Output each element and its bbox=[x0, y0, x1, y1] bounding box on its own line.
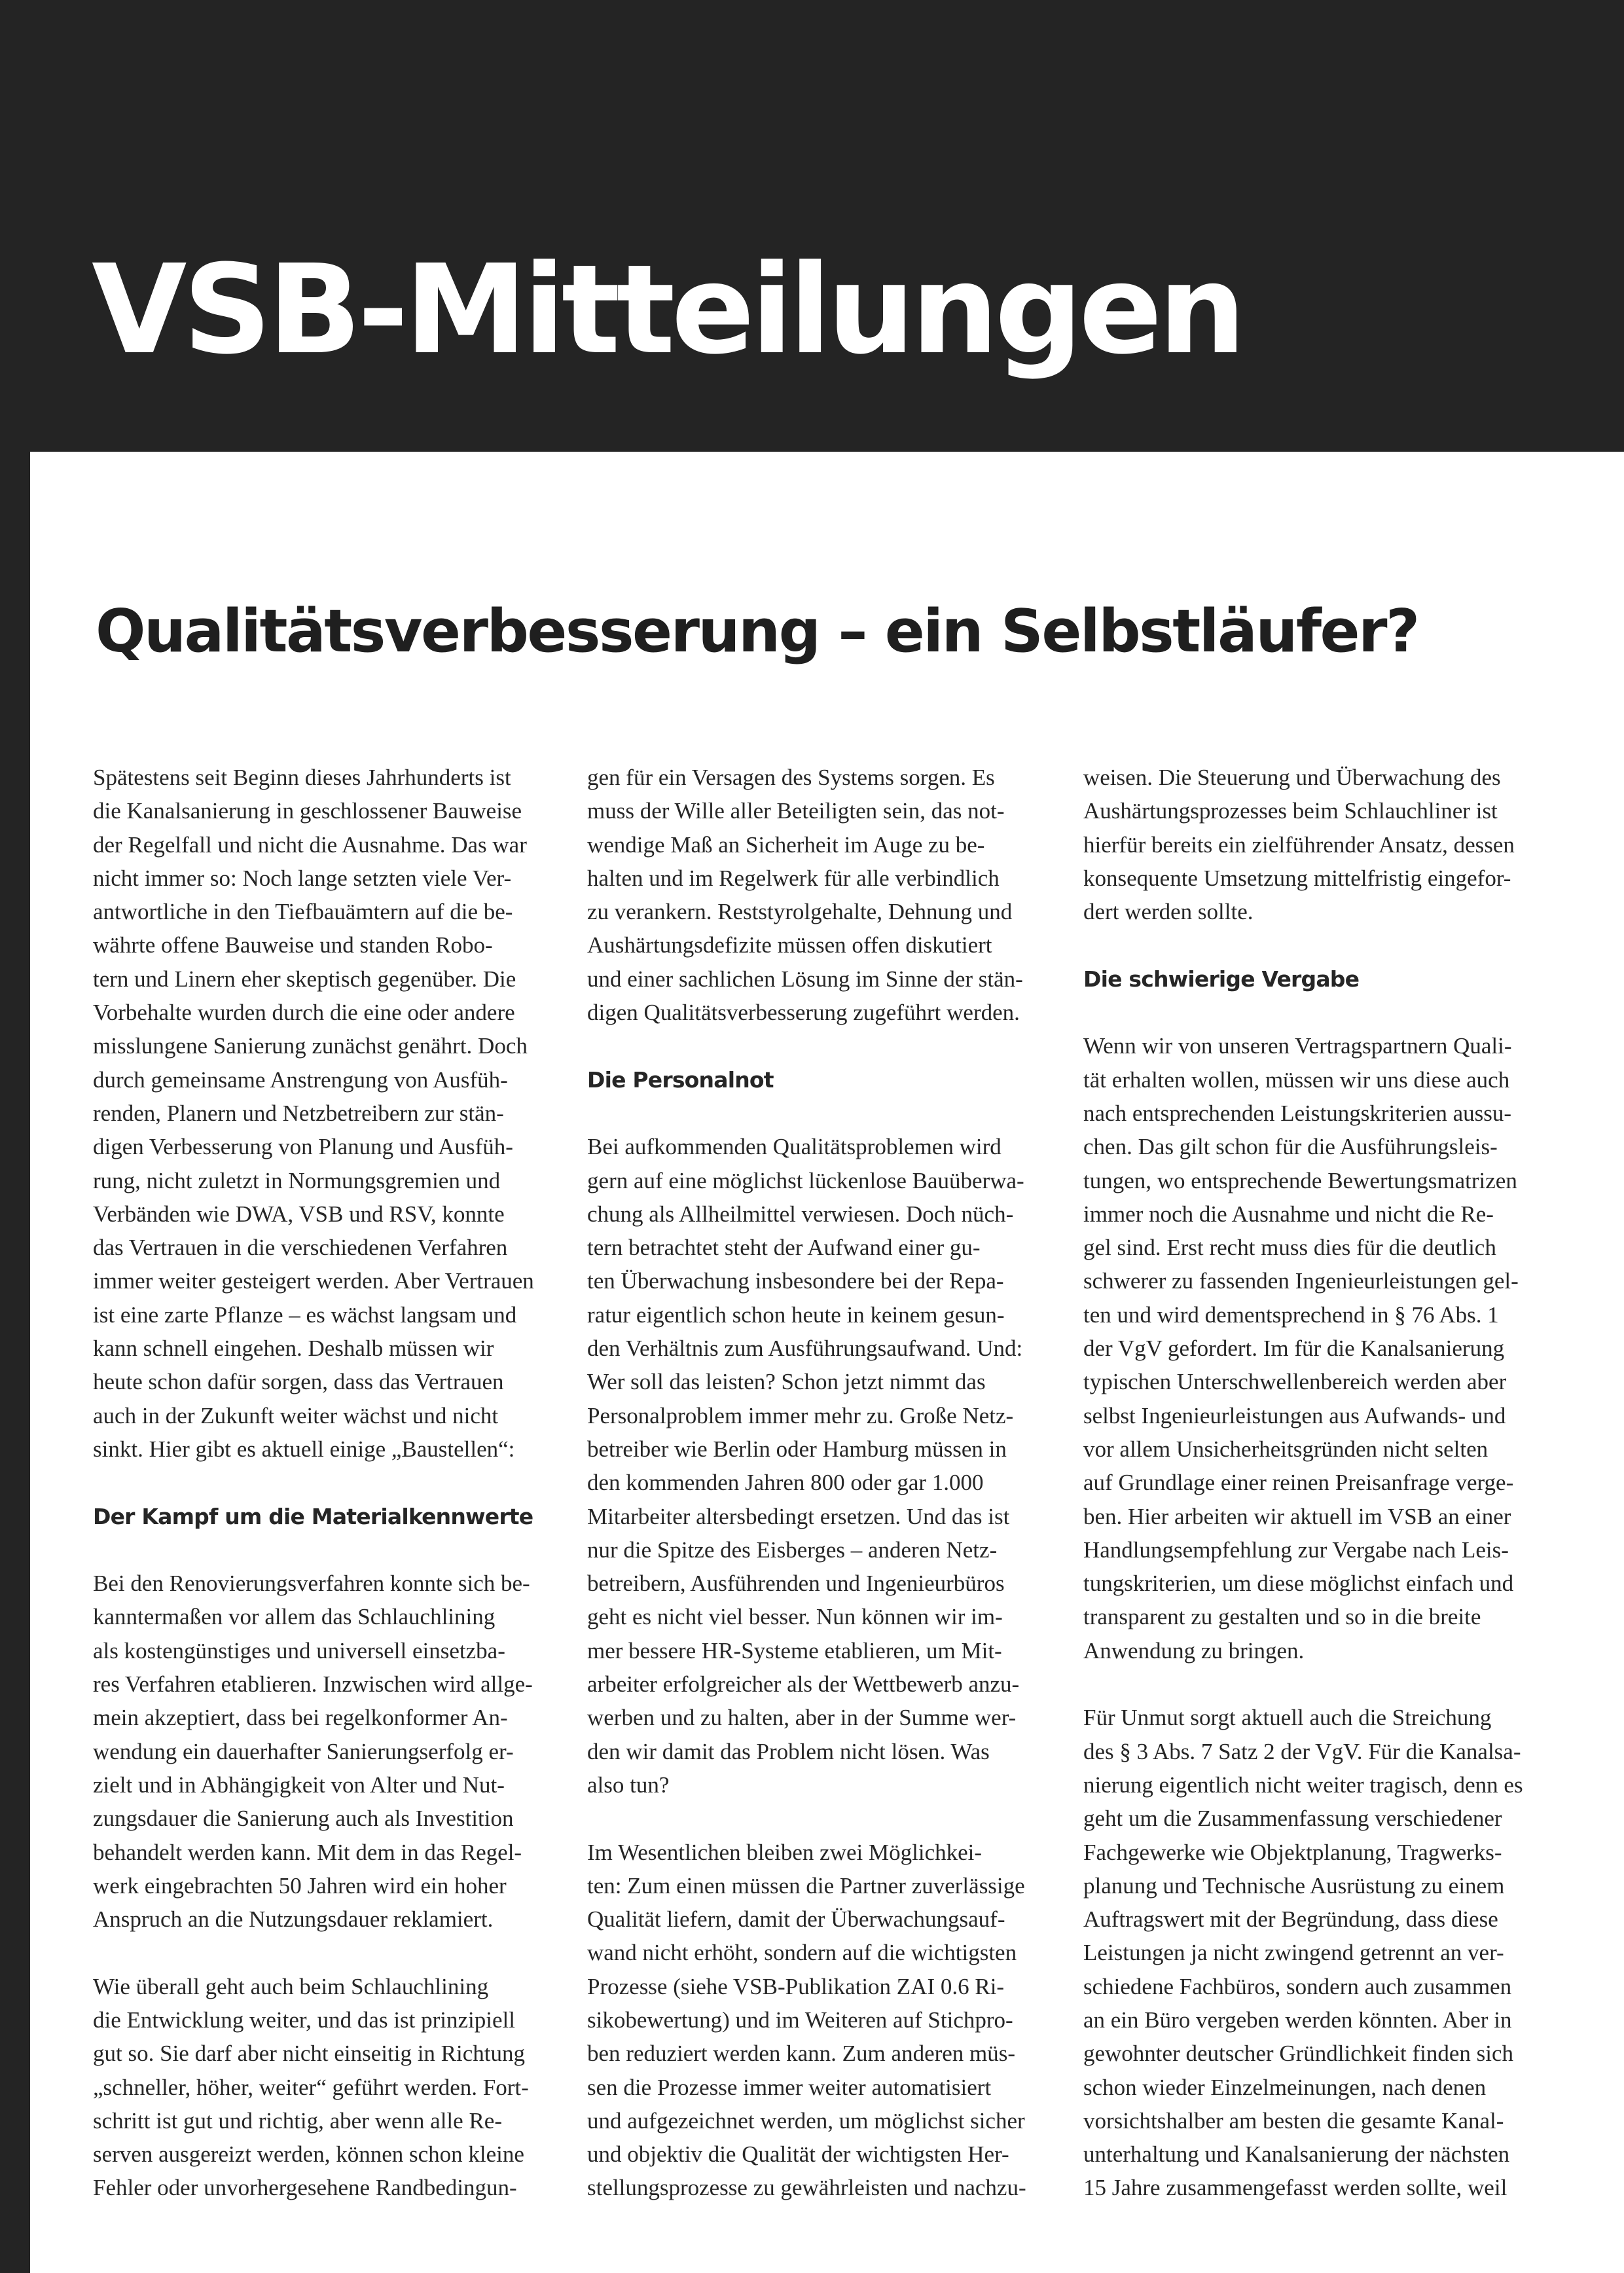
body-text-line: werk eingebrachten 50 Jahren wird ein hoher bbox=[93, 1872, 507, 1899]
body-text-line: Wenn wir von unseren Vertragspartnern Quali- bbox=[1083, 1033, 1512, 1059]
body-text-line: schon wieder Einzelmeinungen, nach denen bbox=[1083, 2074, 1487, 2100]
body-text-line: digen Verbesserung von Planung und Ausfüh- bbox=[93, 1134, 513, 1160]
body-text-line: zu verankern. Reststyrolgehalte, Dehnung und bbox=[587, 899, 1013, 925]
body-text-line: die Kanalsanierung in geschlossener Bauweise bbox=[93, 798, 522, 824]
body-text-line: halten und im Regelwerk für alle verbindlich bbox=[587, 865, 1000, 891]
paragraph-gap bbox=[587, 1029, 1045, 1063]
masthead: VSB-Mitteilungen bbox=[92, 238, 1242, 382]
body-text-line: mer bessere HR-Systeme etablieren, um Mit- bbox=[587, 1637, 1002, 1664]
body-text-line: misslungene Sanierung zunächst genährt. Doch bbox=[93, 1033, 528, 1059]
body-text-line: und einer sachlichen Lösung im Sinne der stän- bbox=[587, 966, 1023, 992]
article-column-1 bbox=[93, 761, 551, 2205]
body-text-line: der Regelfall und nicht die Ausnahme. Das war bbox=[93, 831, 527, 858]
body-text-line: nach entsprechenden Leistungskriterien aussu- bbox=[1083, 1100, 1512, 1126]
body-text-line: zielt und in Abhängigkeit von Alter und Nut- bbox=[93, 1772, 505, 1798]
body-text-line: transparent zu gestalten und so in die breite bbox=[1083, 1604, 1481, 1630]
body-text-line: betreiber wie Berlin oder Hamburg müssen in bbox=[587, 1436, 1007, 1462]
body-text-line: ist eine zarte Pflanze – es wächst langsam und bbox=[93, 1301, 517, 1328]
section-heading: Die schwierige Vergabe bbox=[1083, 966, 1360, 992]
body-text-line: nicht immer so: Noch lange setzten viele Ver- bbox=[93, 865, 512, 891]
body-text-line: immer noch die Ausnahme und nicht die Re- bbox=[1083, 1201, 1494, 1227]
body-text-line: zungsdauer die Sanierung auch als Investition bbox=[93, 1806, 514, 1832]
body-text-line: tern betrachtet steht der Aufwand einer gu- bbox=[587, 1235, 981, 1261]
body-text-line: nur die Spitze des Eisberges – anderen Netz- bbox=[587, 1537, 998, 1563]
body-text-line: also tun? bbox=[587, 1772, 670, 1798]
article-headline: Qualitätsverbesserung – ein Selbstläufer? bbox=[96, 597, 1418, 666]
header-band bbox=[0, 0, 1624, 452]
body-text-line: Wer soll das leisten? Schon jetzt nimmt das bbox=[587, 1369, 986, 1395]
body-text-line: die Entwicklung weiter, und das ist prinzipiell bbox=[93, 2007, 515, 2033]
body-text-line: an ein Büro vergeben werden könnten. Aber in bbox=[1083, 2007, 1512, 2033]
body-text-line: Im Wesentlichen bleiben zwei Möglichkei- bbox=[587, 1839, 983, 1865]
body-text-line: den Verhältnis zum Ausführungsaufwand. Und: bbox=[587, 1336, 1023, 1362]
body-text-line: Qualität liefern, damit der Überwachungsauf- bbox=[587, 1906, 1005, 1933]
body-text-line: geht um die Zusammenfassung verschiedener bbox=[1083, 1806, 1502, 1832]
body-text-line: wendung ein dauerhafter Sanierungserfolg er- bbox=[93, 1738, 514, 1764]
body-text-line: Bei den Renovierungsverfahren konnte sich be- bbox=[93, 1571, 530, 1597]
body-text-line: währte offene Bauweise und standen Robo- bbox=[93, 932, 493, 958]
body-text-line: schwerer zu fassenden Ingenieurleistungen gel- bbox=[1083, 1268, 1519, 1294]
body-text-line: planung und Technische Ausrüstung zu einem bbox=[1083, 1872, 1505, 1899]
body-text-line: Wie überall geht auch beim Schlauchlining bbox=[93, 1973, 489, 1999]
body-text-line: ben. Hier arbeiten wir aktuell im VSB an einer bbox=[1083, 1503, 1511, 1529]
body-text-line: schritt ist gut und richtig, aber wenn alle Re- bbox=[93, 2107, 502, 2134]
body-text-line: tern und Linern eher skeptisch gegenüber. Die bbox=[93, 966, 516, 992]
body-text-line: den wir damit das Problem nicht lösen. Was bbox=[587, 1738, 990, 1764]
body-text-line: gewohnter deutscher Gründlichkeit finden sich bbox=[1083, 2041, 1514, 2067]
body-text-line: des § 3 Abs. 7 Satz 2 der VgV. Für die Kanalsa- bbox=[1083, 1738, 1521, 1764]
body-text-line: „schneller, höher, weiter“ geführt werden. Fort- bbox=[93, 2074, 529, 2100]
body-text-line: nierung eigentlich nicht weiter tragisch, denn es bbox=[1083, 1772, 1523, 1798]
body-text-line: sinkt. Hier gibt es aktuell einige „Baustellen“: bbox=[93, 1436, 515, 1462]
body-text-line: konsequente Umsetzung mittelfristig eingefor- bbox=[1083, 865, 1511, 891]
body-text-line: betreibern, Ausführenden und Ingenieurbüros bbox=[587, 1571, 1005, 1597]
left-accent-strip bbox=[0, 452, 30, 2273]
body-text-line: den kommenden Jahren 800 oder gar 1.000 bbox=[587, 1470, 984, 1496]
body-text-line: heute schon dafür sorgen, dass das Vertrauen bbox=[93, 1369, 504, 1395]
body-text-line: wand nicht erhöht, sondern auf die wichtigsten bbox=[587, 1940, 1017, 1966]
body-text-line: kanntermaßen vor allem das Schlauchlining bbox=[93, 1604, 496, 1630]
body-text-line: das Vertrauen in die verschiedenen Verfahren bbox=[93, 1235, 508, 1261]
body-text-line: gut so. Sie darf aber nicht einseitig in Richtung bbox=[93, 2041, 526, 2067]
body-text-line: durch gemeinsame Anstrengung von Ausfüh- bbox=[93, 1066, 508, 1093]
body-text-line: Aushärtungsprozesses beim Schlauchliner ist bbox=[1083, 798, 1498, 824]
body-text-line: antwortliche in den Tiefbauämtern auf die be- bbox=[93, 899, 513, 925]
body-text-line: kann schnell eingehen. Deshalb müssen wir bbox=[93, 1336, 494, 1362]
paragraph-gap bbox=[587, 1802, 1045, 1835]
body-text-line: Vorbehalte wurden durch die eine oder andere bbox=[93, 1000, 515, 1026]
body-text-line: dert werden sollte. bbox=[1083, 899, 1254, 925]
paragraph-gap bbox=[93, 1936, 551, 1969]
body-text-line: Personalproblem immer mehr zu. Große Netz- bbox=[587, 1402, 1014, 1428]
body-text-line: renden, Planern und Netzbetreibern zur stän- bbox=[93, 1100, 504, 1126]
body-text-line: ten Überwachung insbesondere bei der Repa- bbox=[587, 1268, 1004, 1294]
body-text-line: Bei aufkommenden Qualitätsproblemen wird bbox=[587, 1134, 1001, 1160]
body-text-line: ten: Zum einen müssen die Partner zuverlässige bbox=[587, 1872, 1025, 1899]
paragraph-gap bbox=[93, 1466, 551, 1499]
body-text-line: tungskriterien, um diese möglichst einfach und bbox=[1083, 1571, 1514, 1597]
section-heading: Der Kampf um die Materialkennwerte bbox=[93, 1503, 533, 1529]
body-text-line: tät erhalten wollen, müssen wir uns diese auch bbox=[1083, 1066, 1510, 1093]
paragraph-gap bbox=[93, 1533, 551, 1567]
body-text-line: serven ausgereizt werden, können schon kleine bbox=[93, 2141, 524, 2168]
body-text-line: als kostengünstiges und universell einsetzba- bbox=[93, 1637, 505, 1664]
body-text-line: ratur eigentlich schon heute in keinem gesun- bbox=[587, 1301, 1005, 1328]
body-text-line: behandelt werden kann. Mit dem in das Regel- bbox=[93, 1839, 522, 1865]
article-column-3 bbox=[1083, 761, 1542, 2205]
body-text-line: ben reduziert werden kann. Zum anderen müs- bbox=[587, 2041, 1016, 2067]
article-column-2 bbox=[587, 761, 1045, 2205]
body-text-line: muss der Wille aller Beteiligten sein, das not- bbox=[587, 798, 1005, 824]
body-text-line: selbst Ingenieurleistungen aus Aufwands- und bbox=[1083, 1402, 1506, 1428]
paragraph-gap bbox=[1083, 996, 1542, 1029]
body-text-line: mein akzeptiert, dass bei regelkonformer An- bbox=[93, 1705, 508, 1731]
body-text-line: weisen. Die Steuerung und Überwachung des bbox=[1083, 765, 1501, 790]
paragraph-gap bbox=[1083, 928, 1542, 962]
body-text-line: gel sind. Erst recht muss dies für die deutlich bbox=[1083, 1235, 1496, 1261]
body-text-line: chung als Allheilmittel verwiesen. Doch nüch- bbox=[587, 1201, 1014, 1227]
body-text-line: Für Unmut sorgt aktuell auch die Streichung bbox=[1083, 1705, 1492, 1731]
body-text-line: Prozesse (siehe VSB-Publikation ZAI 0.6 Ri- bbox=[587, 1973, 1005, 1999]
body-text-line: hierfür bereits ein zielführender Ansatz, dessen bbox=[1083, 831, 1515, 858]
body-text-line: digen Qualitätsverbesserung zugeführt werden. bbox=[587, 1000, 1020, 1026]
body-text-line: 15 Jahre zusammengefasst werden sollte, weil bbox=[1083, 2175, 1507, 2201]
body-text-line: Fehler oder unvorhergesehene Randbedingun- bbox=[93, 2175, 517, 2201]
body-text-line: chen. Das gilt schon für die Ausführungsleis- bbox=[1083, 1134, 1498, 1160]
paragraph-gap bbox=[587, 1097, 1045, 1130]
body-text-line: vorsichtshalber am besten die gesamte Kanal- bbox=[1083, 2107, 1504, 2134]
body-text-line: auch in der Zukunft weiter wächst und nicht bbox=[93, 1402, 499, 1428]
body-text-line: sen die Prozesse immer weiter automatisiert bbox=[587, 2074, 992, 2100]
body-text-line: Fachgewerke wie Objektplanung, Tragwerks- bbox=[1083, 1839, 1502, 1865]
body-text-line: und aufgezeichnet werden, um möglichst sicher bbox=[587, 2107, 1025, 2134]
body-text-line: ten und wird dementsprechend in § 76 Abs. 1 bbox=[1083, 1301, 1499, 1328]
body-text-line: wendige Maß an Sicherheit im Auge zu be- bbox=[587, 831, 985, 858]
paragraph-gap bbox=[1083, 1667, 1542, 1701]
body-text-line: schiedene Fachbüros, sondern auch zusammen bbox=[1083, 1973, 1512, 1999]
body-text-line: res Verfahren etablieren. Inzwischen wird allge- bbox=[93, 1671, 533, 1698]
body-text-line: auf Grundlage einer reinen Preisanfrage verge- bbox=[1083, 1470, 1514, 1496]
body-text-line: Aushärtungsdefizite müssen offen diskutiert bbox=[587, 932, 992, 958]
body-text-line: immer weiter gesteigert werden. Aber Vertrauen bbox=[93, 1268, 534, 1294]
body-text-line: werben und zu halten, aber in der Summe wer- bbox=[587, 1705, 1017, 1731]
body-text-line: Handlungsempfehlung zur Vergabe nach Leis- bbox=[1083, 1537, 1509, 1563]
body-text-line: Anspruch an die Nutzungsdauer reklamiert. bbox=[93, 1906, 494, 1933]
body-text-line: stellungsprozesse zu gewährleisten und nachzu- bbox=[587, 2175, 1026, 2201]
body-text-line: und objektiv die Qualität der wichtigsten Her- bbox=[587, 2141, 1009, 2168]
section-heading: Die Personalnot bbox=[587, 1066, 774, 1093]
body-text-line: rung, nicht zuletzt in Normungsgremien und bbox=[93, 1167, 501, 1193]
body-text-line: Auftragswert mit der Begründung, dass diese bbox=[1083, 1906, 1498, 1933]
body-text-line: gen für ein Versagen des Systems sorgen. Es bbox=[587, 765, 995, 790]
body-text-line: Mitarbeiter altersbedingt ersetzen. Und das ist bbox=[587, 1503, 1010, 1529]
body-text-line: sikobewertung) und im Weiteren auf Stichpro- bbox=[587, 2007, 1013, 2033]
body-text-line: typischen Unterschwellenbereich werden aber bbox=[1083, 1369, 1507, 1395]
body-text-line: arbeiter erfolgreicher als der Wettbewerb anzu- bbox=[587, 1671, 1020, 1698]
body-text-line: Leistungen ja nicht zwingend getrennt an ver- bbox=[1083, 1940, 1504, 1966]
body-text-line: geht es nicht viel besser. Nun können wir im- bbox=[587, 1604, 1003, 1630]
body-text-line: vor allem Unsicherheitsgründen nicht selten bbox=[1083, 1436, 1489, 1462]
body-text-line: tungen, wo entsprechende Bewertungsmatrizen bbox=[1083, 1167, 1517, 1193]
body-text-line: Verbänden wie DWA, VSB und RSV, konnte bbox=[93, 1201, 505, 1227]
body-text-line: der VgV gefordert. Im für die Kanalsanierung bbox=[1083, 1336, 1505, 1362]
body-text-line: unterhaltung und Kanalsanierung der nächsten bbox=[1083, 2141, 1510, 2168]
body-text-line: Spätestens seit Beginn dieses Jahrhunderts ist bbox=[93, 765, 511, 790]
body-text-line: Anwendung zu bringen. bbox=[1083, 1637, 1305, 1664]
body-text-line: gern auf eine möglichst lückenlose Bauüberwa- bbox=[587, 1167, 1024, 1193]
